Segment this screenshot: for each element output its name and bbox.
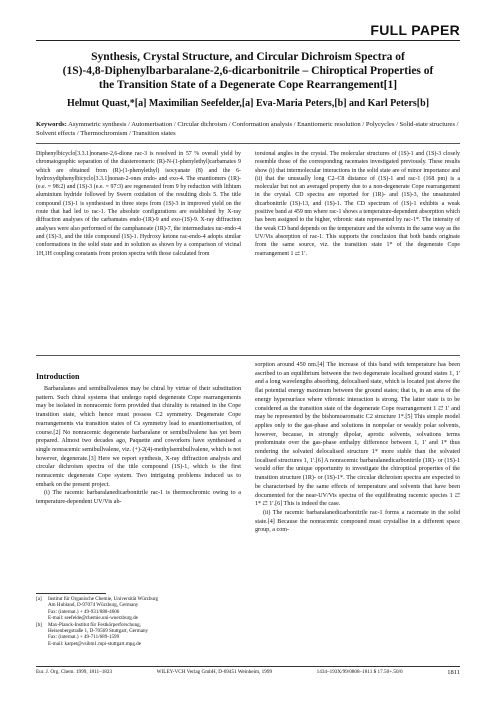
footnote-b <box>36 622 241 648</box>
footnote-line: Fax: (internat.) + 49-931/888-4606 <box>48 608 120 615</box>
intro-right-column <box>255 361 460 535</box>
footnote-line: Am Hubland, D-97074 Würzburg, Germany <box>48 602 139 609</box>
footnote-mark: [b] <box>36 621 42 628</box>
intro-paragraph: Barbaralanes and semibullvalenes may be chiral by virtue of their substitution pattern. Such chiral systems that undergo rapid degenerate Cope rearrangements may be isolated in nonracemic form provided that chirality is retained in the Cope transition state, which hence must possess C2 symmetry. Degenerate Cope rearrangements via transition states of Cs symmetry lead to enantiomerisation, of course.[2] No nonracemic degenerate barbaralane or semibullvalene has yet been prepared. Almost two decades ago, Paquette and coworkers have synthesised a single nonracemic semibullvalene, viz. (+)-2(4)-methylsemibullvalene, which is not however, degenerate.[3] Here we report synthesis, X-ray diffraction analysis and circular dichroism spectra of the title compound (1S)-1, which is the first nonracemic degenerate Cope system. Two intriguing problems induced us to embark on the present project. <box>36 386 241 488</box>
footnote-line: Fax: (internat.) + 49-711/689-1599 <box>48 634 120 641</box>
intro-paragraph: (i) The racemic barbaralanedicarbonitrile rac-1 is thermochromic owing to a temperature-dependent UV/Vis ab- <box>36 490 241 506</box>
footer-rule <box>36 666 460 667</box>
abstract-right-column: torsional angles in the crystal. The molecular structures of (1S)-1 and (1S)-3 closely resemble those of the corresponding racemates investigated previously. These results show (i) that intermolecular interactions in the solid state are of minor importance and (ii) that the unusually long C2–C8 distance of (1S)-1 and rac-1 (168 pm) is a molecular but not an averaged property due to a non-degenerate Cope rearrangement in the crystal. CD spectra are reported for (1R)- and (1S)-3, the unsaturated dicarbonitrile (1S)-13, and (1S)-1. The CD spectrum of (1S)-1 exhibits a weak positive band at 459 nm where rac-1 shows a temperature-dependent absorption which has been assigned to the higher, vibronic state represented by rac-1*. The intensity of the weak CD band depends on the temperature and the solvents in the same way as the UV/Vis absorption of rac-1. This supports the conclusion that both bands originate from the same source, viz. the transition state 1* of the degenerate Cope rearrangement 1 ⇄ 1′. <box>255 151 460 257</box>
keywords-label: Keywords: <box>36 121 67 128</box>
intro-left-column <box>36 385 241 507</box>
footnote-line: Max-Planck-Institut für Festkörperforschung, <box>48 621 141 628</box>
footnote-line: E-mail: karpet@vsibm1.mpi-stuttgart.mpg.de <box>48 640 141 647</box>
title-line-3: the Transition State of a Degenerate Cope Rearrangement[1] <box>98 79 398 91</box>
title-line-1: Synthesis, Crystal Structure, and Circular Dichroism Spectra of <box>91 51 405 63</box>
publisher-line: WILEY-VCH Verlag GmbH, D-69451 Weinheim, 1999 <box>156 669 273 675</box>
keywords-block <box>36 121 460 138</box>
footnote-line: Institut für Organische Chemie, Universität Würzburg <box>48 596 159 602</box>
footnote-mark: [a] <box>36 596 42 602</box>
title-line-2: (1S)-4,8-Diphenylbarbaralane-2,6-dicarbonitrile – Chiroptical Properties of <box>62 65 434 77</box>
footnote-line: E-mail: seefelde@chemie.uni-wuerzburg.de <box>48 615 138 622</box>
keywords-text: Asymmetric synthesis / Automerisation / Circular dichroism / Conformation analysis / Enantiomeric resolution / Polycycles / Solid-state structures / Solvent effects / Thermochromism / Transition states <box>36 121 459 137</box>
author-list: Helmut Quast,*[a] Maximilian Seefelder,[a] Eva-Maria Peters,[b] and Karl Peters[b] <box>66 98 430 109</box>
page-footer <box>36 669 460 676</box>
footnote-line: Heisenbergstraße 1, D-70569 Stuttgart, Germany <box>48 628 149 635</box>
paper-title <box>40 50 456 92</box>
abstract-left-column: Diphenylbicyclo[3.3.1]nonane-2,6-dione rac-3 is resolved in 57 % overall yield by chromatographic separation of the diastereomeric (R)-N-(1-phenylethyl)carbamates 9 which are obtained from (R)-(1-phenylethyl) isocyanate (8) and the 6-hydroxydiphenylbicyclo[3.3.1]nonan-2-ones endo- and exo-4. The enantiomers (1R)- (e.e. = 98:2) and (1S)-3 (e.e. = 97:3) are regenerated from 9 by reduction with lithium aluminium hydride followed by Swern oxidation of the resulting diols 5. The title compound (1S)-1 is synthesised in three steps from (1S)-3 in improved yield on the route that had led to rac-1. The absolute configurations are established by X-ray diffraction analyses of the carbamates endo-(1R)-9 and exo-(1S)-9. X-ray diffraction analyses were also performed of the camphanoate (1R)-7, the intermediates rac-endo-4 and (1S)-3, and the title compound (1S)-1. Hydroxy ketone rac-endo-4 adopts similar conformations in the solid state and in solution as shown by a comparison of vicinal 1H,1H coupling constants from proton spectra with those calculated from <box>36 151 241 257</box>
footnote-rule <box>36 593 106 594</box>
issn-line: 1434–193X/99/0808–1811 $ 17.50+.50/0 <box>316 669 403 675</box>
keywords-rule <box>36 143 460 144</box>
footnote-a <box>36 596 241 622</box>
intro-paragraph: (ii) The racemic barbaralanedicarbonitrile rac-1 forms a racemate in the solid state.[4] Because the nonracemic compound must crystallise in a different space group, a com- <box>255 509 460 534</box>
abstract-rule <box>36 355 460 356</box>
affiliation-footnotes <box>36 596 241 647</box>
journal-citation: Eur. J. Org. Chem. 1999, 1811–1823 <box>36 669 113 675</box>
section-label: FULL PAPER <box>370 22 460 38</box>
introduction-heading: Introduction <box>36 372 80 381</box>
page-number: 1811 <box>447 669 460 676</box>
intro-paragraph: sorption around 450 nm.[4] The increase of this band with temperature has been ascribed to an equilibrium between the two degenerate localised ground states 1, 1′ and a long wavelengths absorbing, delocalised state, which is located just above the flat potential energy maximum between the ground states; that is, in an area of the energy hypersurface where vibronic interaction is strong. The latter state is to be considered as the transition state of the degenerate Cope rearrangement 1 ⇄ 1′ and may be represented by the bishomoaromatic C2 structure 1*.[5] This simple model applies only to the gas-phase and solutions in nonpolar or weakly polar solvents, however, because, in strongly dipolar, aprotic solvents, solvations terms predominate over the gas-phase enthalpy difference between 1, 1′ and 1* thus rendering the solvated delocalised structure 1* more stable than the solvated localised structures 1, 1′.[6] A nonracemic barbaralanedicarbonitrile (1R)- or (1S)-1 would offer the unique opportunity to investigate the chiroptical properties of the transition structure (1R)- or (1S)-1*. The circular dichroism spectra are expected to be characterised by the same effects of temperature and solvents that have been documented for the near-UV/Vis spectra of the equilibrating racemic species 1 ⇄ 1* ⇄ 1′.[6] This is indeed the case. <box>255 362 460 508</box>
header-rule <box>36 40 460 41</box>
